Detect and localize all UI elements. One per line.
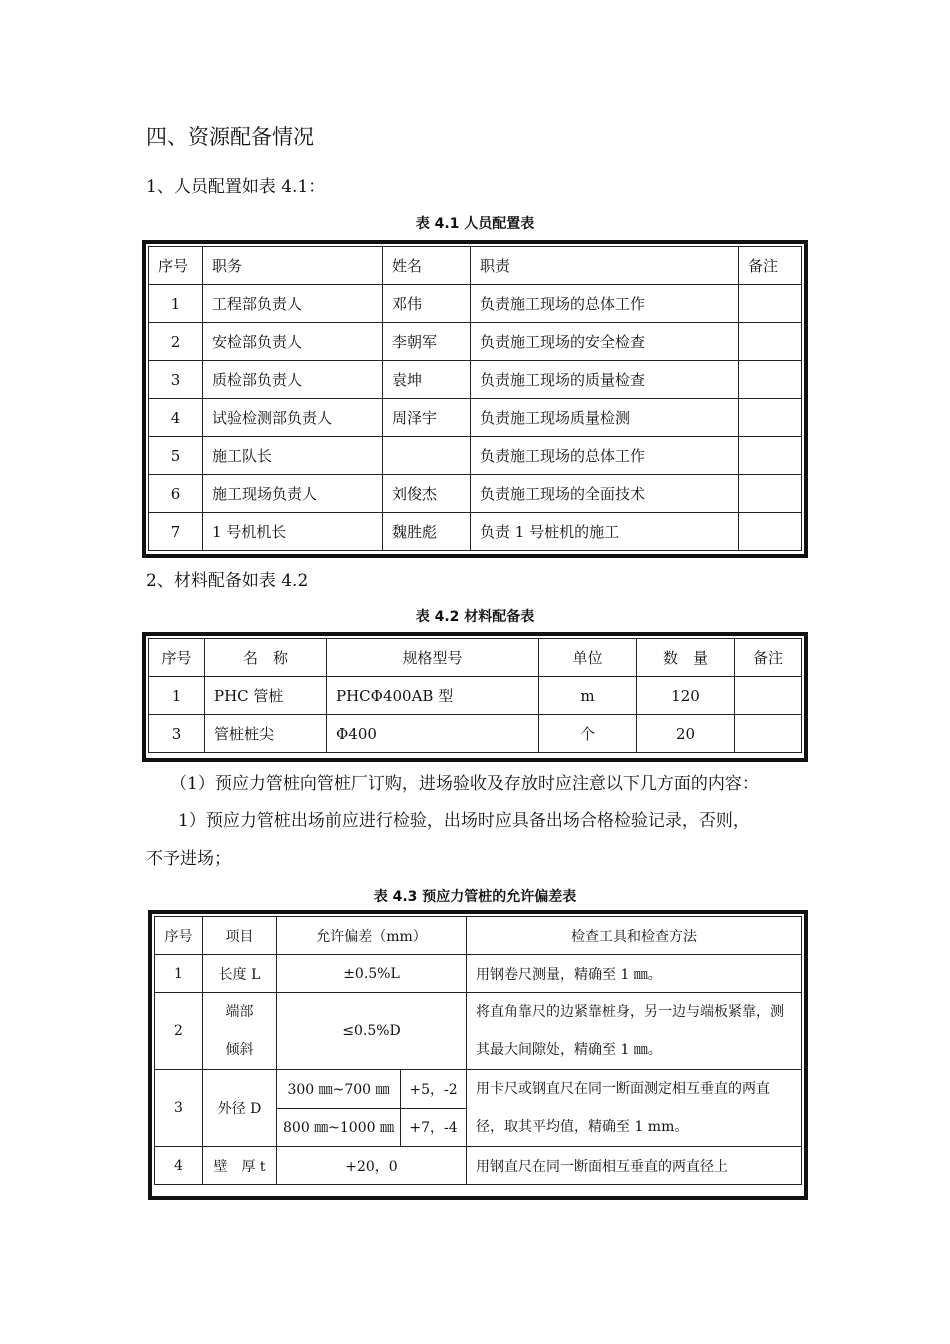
cell: PHCΦ400AB 型 bbox=[327, 677, 539, 715]
item-line: 端部 bbox=[225, 1004, 254, 1020]
cell: 800 ㎜~1000 ㎜ bbox=[277, 1108, 401, 1147]
cell: 外径 D bbox=[203, 1070, 277, 1147]
cell bbox=[739, 513, 802, 551]
cell: 质检部负责人 bbox=[203, 361, 383, 399]
header-cell: 姓名 bbox=[383, 247, 471, 285]
cell: 袁坤 bbox=[383, 361, 471, 399]
table-row bbox=[149, 677, 802, 715]
cell: 个 bbox=[539, 715, 637, 753]
cell: 负责施工现场的质量检查 bbox=[471, 361, 739, 399]
cell bbox=[735, 677, 802, 715]
paragraph-2-line-2: 不予进场； bbox=[146, 849, 231, 869]
cell: 壁 厚 t bbox=[203, 1147, 277, 1185]
cell: 负责施工现场质量检测 bbox=[471, 399, 739, 437]
cell: 邓伟 bbox=[383, 285, 471, 323]
cell bbox=[739, 399, 802, 437]
table-row bbox=[149, 285, 802, 323]
table-header-row bbox=[149, 639, 802, 677]
cell: ≤0.5%D bbox=[277, 993, 467, 1070]
header-cell: 序号 bbox=[149, 639, 205, 677]
cell: PHC 管桩 bbox=[205, 677, 327, 715]
cell: 安检部负责人 bbox=[203, 323, 383, 361]
cell: 魏胜彪 bbox=[383, 513, 471, 551]
materials-intro: 2、材料配备如表 4.2 bbox=[146, 571, 309, 591]
cell bbox=[739, 361, 802, 399]
cell: 2 bbox=[149, 323, 203, 361]
header-cell: 序号 bbox=[155, 917, 203, 955]
personnel-table bbox=[142, 240, 808, 558]
header-cell: 名 称 bbox=[205, 639, 327, 677]
cell: 120 bbox=[637, 677, 735, 715]
cell bbox=[203, 993, 277, 1070]
cell: 1 bbox=[149, 677, 205, 715]
cell: 施工现场负责人 bbox=[203, 475, 383, 513]
cell: 长度 L bbox=[203, 955, 277, 993]
cell bbox=[739, 475, 802, 513]
cell: 3 bbox=[149, 361, 203, 399]
cell: Φ400 bbox=[327, 715, 539, 753]
materials-table bbox=[142, 632, 808, 762]
header-cell: 单位 bbox=[539, 639, 637, 677]
cell: 1 bbox=[149, 285, 203, 323]
cell: +7，-4 bbox=[401, 1108, 467, 1147]
cell bbox=[739, 285, 802, 323]
section-heading: 四、资源配备情况 bbox=[146, 125, 314, 149]
table-row bbox=[149, 475, 802, 513]
cell: 1 号机机长 bbox=[203, 513, 383, 551]
header-cell: 允许偏差（mm） bbox=[277, 917, 467, 955]
header-cell: 规格型号 bbox=[327, 639, 539, 677]
tolerance-table bbox=[148, 910, 808, 1200]
cell: 4 bbox=[155, 1147, 203, 1185]
table1-caption: 表 4.1 人员配置表 bbox=[415, 216, 535, 232]
cell: 5 bbox=[149, 437, 203, 475]
table2-caption: 表 4.2 材料配备表 bbox=[415, 609, 535, 625]
cell bbox=[383, 437, 471, 475]
cell: 负责施工现场的全面技术 bbox=[471, 475, 739, 513]
cell: m bbox=[539, 677, 637, 715]
cell: 300 ㎜~700 ㎜ bbox=[277, 1070, 401, 1109]
paragraph-2-line-1: 1）预应力管桩出场前应进行检验，出场时应具备出场合格检验记录，否则， bbox=[178, 811, 750, 831]
cell: 2 bbox=[155, 993, 203, 1070]
table-row bbox=[155, 955, 802, 993]
cell: 7 bbox=[149, 513, 203, 551]
cell: 3 bbox=[149, 715, 205, 753]
cell: 周泽宇 bbox=[383, 399, 471, 437]
cell: 负责施工现场的安全检查 bbox=[471, 323, 739, 361]
item-line: 倾斜 bbox=[225, 1042, 254, 1058]
cell: 1 bbox=[155, 955, 203, 993]
cell: +20，0 bbox=[277, 1147, 467, 1185]
cell: 用卡尺或钢直尺在同一断面测定相互垂直的两直径，取其平均值，精确至 1 mm。 bbox=[467, 1070, 802, 1147]
cell bbox=[735, 715, 802, 753]
table-row bbox=[149, 399, 802, 437]
cell bbox=[739, 437, 802, 475]
header-cell: 数 量 bbox=[637, 639, 735, 677]
cell: 4 bbox=[149, 399, 203, 437]
header-cell: 序号 bbox=[149, 247, 203, 285]
table-row bbox=[155, 1147, 802, 1185]
cell: 负责施工现场的总体工作 bbox=[471, 285, 739, 323]
cell: 用钢直尺在同一断面相互垂直的两直径上 bbox=[467, 1147, 802, 1185]
cell: 负责 1 号桩机的施工 bbox=[471, 513, 739, 551]
header-cell: 检查工具和检查方法 bbox=[467, 917, 802, 955]
table-row bbox=[149, 437, 802, 475]
cell: 20 bbox=[637, 715, 735, 753]
table-header-row bbox=[155, 917, 802, 955]
cell: 施工队长 bbox=[203, 437, 383, 475]
table-header-row bbox=[149, 247, 802, 285]
table-row bbox=[149, 715, 802, 753]
table3-caption: 表 4.3 预应力管桩的允许偏差表 bbox=[373, 889, 577, 905]
cell: 管桩桩尖 bbox=[205, 715, 327, 753]
cell: 李朝军 bbox=[383, 323, 471, 361]
cell: 将直角靠尺的边紧靠桩身，另一边与端板紧靠，测其最大间隙处，精确至 1 ㎜。 bbox=[467, 993, 802, 1070]
header-cell: 职务 bbox=[203, 247, 383, 285]
cell: 负责施工现场的总体工作 bbox=[471, 437, 739, 475]
header-cell: 项目 bbox=[203, 917, 277, 955]
cell: ±0.5%L bbox=[277, 955, 467, 993]
table-row bbox=[155, 1070, 802, 1109]
cell: 试验检测部负责人 bbox=[203, 399, 383, 437]
table-row bbox=[149, 323, 802, 361]
cell: 用钢卷尺测量，精确至 1 ㎜。 bbox=[467, 955, 802, 993]
cell: +5，-2 bbox=[401, 1070, 467, 1109]
header-cell: 备注 bbox=[739, 247, 802, 285]
cell: 3 bbox=[155, 1070, 203, 1147]
table-row bbox=[155, 993, 802, 1070]
personnel-intro: 1、人员配置如表 4.1： bbox=[146, 177, 326, 197]
cell: 工程部负责人 bbox=[203, 285, 383, 323]
table-row bbox=[149, 513, 802, 551]
table-row bbox=[149, 361, 802, 399]
header-cell: 职责 bbox=[471, 247, 739, 285]
cell: 刘俊杰 bbox=[383, 475, 471, 513]
header-cell: 备注 bbox=[735, 639, 802, 677]
cell: 6 bbox=[149, 475, 203, 513]
paragraph-1: （1）预应力管桩向管桩厂订购，进场验收及存放时应注意以下几方面的内容： bbox=[170, 774, 759, 794]
cell bbox=[739, 323, 802, 361]
